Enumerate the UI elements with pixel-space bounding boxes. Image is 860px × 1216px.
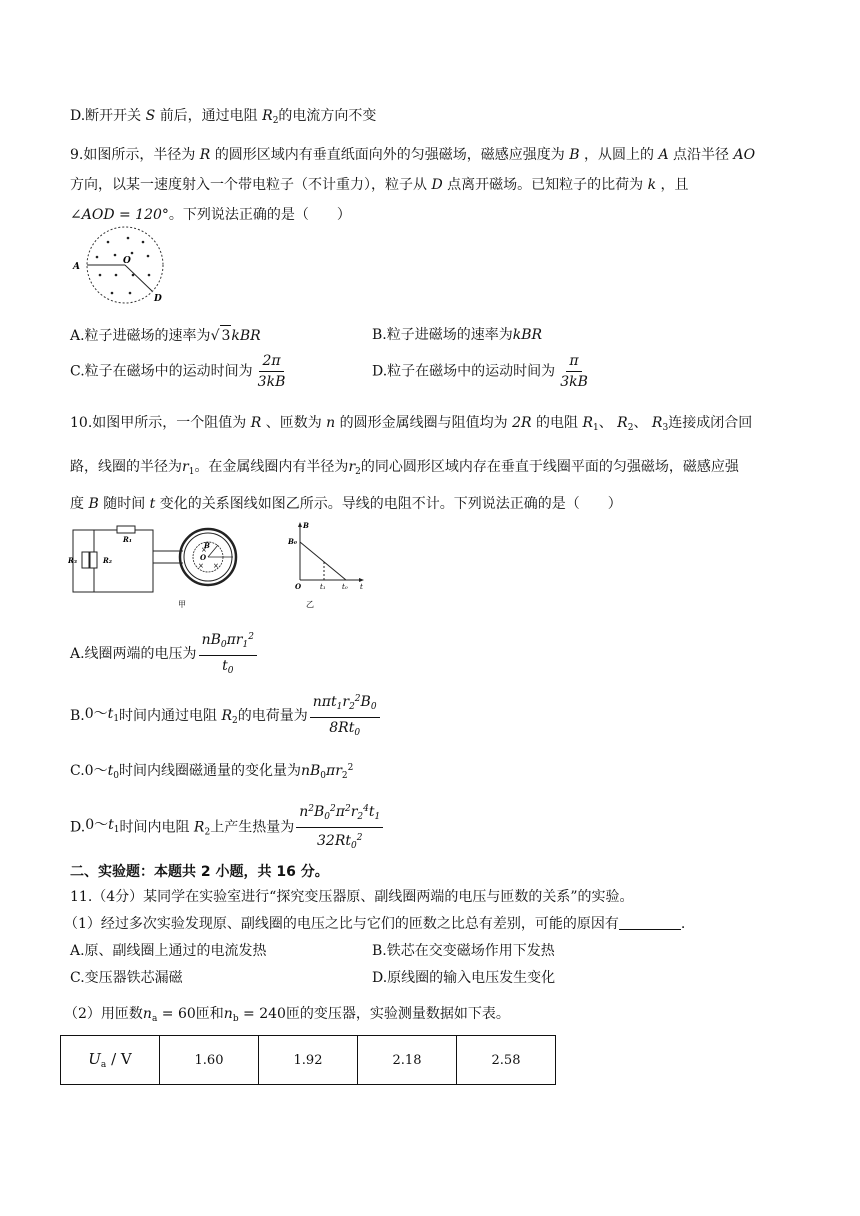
q9-option-a: A.粒子进磁场的速率为√ 3kBR: [70, 325, 261, 346]
q11-option-c: C.变压器铁芯漏磁: [70, 970, 183, 986]
voltage-data-table: [60, 1035, 556, 1085]
svg-text:B: B: [303, 521, 309, 530]
q10-option-d: $D.0\sim t_1$时间内电阻 $R_2$上产生热量为 $\frac{n^2B_0^2\pi^2r_2^4t_1}{32Rt_0^2}$: [70, 800, 385, 855]
svg-text:O: O: [295, 582, 302, 591]
q11-part2: （2）用匝数$n_a = 60$匝和$n_b = 240$匝的变压器，实验测量数据如下表。: [64, 1006, 510, 1024]
svg-text:A: A: [73, 262, 80, 272]
q11-stem: 11.（4分）某同学在实验室进行“探究变压器原、副线圈两端的电压与匝数的关系”的实验。: [70, 889, 634, 905]
q10-stem-line2: 路，线圈的半径为$r_1$。在金属线圈内有半径为$r_2$的同心圆形区域内存在垂直于线圈平面的匀强磁场，磁感应强: [70, 459, 739, 477]
q11-option-a: A.原、副线圈上通过的电流发热: [70, 943, 267, 959]
q10-stem-line1: 10.如图甲所示，一个阻值为 R 、匝数为 n 的圆形金属线圈与阻值均为 2R 的电阻 $R_1$、 $R_2$、 $R_3$连接成闭合回: [70, 415, 753, 433]
svg-text:×: ×: [213, 562, 219, 570]
q10-bt-graph: [288, 520, 368, 610]
q9-option-b: B.粒子进磁场的速率为kBR: [372, 327, 543, 343]
svg-text:R₃: R₃: [68, 556, 77, 565]
answer-blank[interactable]: [619, 915, 681, 930]
table-cell: 2.18: [358, 1036, 457, 1085]
svg-text:B: B: [204, 541, 210, 550]
svg-text:D: D: [154, 294, 162, 304]
svg-text:R₂: R₂: [103, 556, 112, 565]
q10-option-c: $C.0\sim t_0$时间内线圈磁通量的变化量为$nB_0\pi r_2^2$: [70, 763, 354, 781]
svg-text:×: ×: [201, 546, 207, 554]
angle-aod: ∠AOD = 120°: [70, 207, 169, 223]
svg-text:甲: 甲: [178, 600, 186, 609]
q9-stem-line3: ∠AOD = 120°。下列说法正确的是（ ）: [70, 207, 351, 223]
q11-part1: （1）经过多次实验发现原、副线圈的电压之比与它们的匝数之比总有差别，可能的原因有 .: [64, 916, 686, 932]
svg-text:O: O: [200, 553, 207, 562]
table-cell: 2.58: [457, 1036, 556, 1085]
svg-text:×: ×: [198, 562, 204, 570]
table-cell: 1.60: [160, 1036, 259, 1085]
svg-text:t₀: t₀: [342, 583, 348, 591]
q8-option-d: D.断开开关 S 前后，通过电阻 $R_2$的电流方向不变: [70, 108, 377, 126]
svg-text:R₁: R₁: [123, 535, 132, 544]
q9-option-c: C.粒子在磁场中的运动时间为 $\frac{2\pi}{3kB}$: [70, 353, 286, 390]
q9-stem-line2: 方向，以某一速度射入一个带电粒子（不计重力），粒子从 D 点离开磁场。已知粒子的比荷为 k ，且: [70, 177, 689, 193]
q9-stem-line1: 9.如图所示，半径为 R 的圆形区域内有垂直纸面向外的匀强磁场，磁感应强度为 B ，从圆上的 A 点沿半径 AO: [70, 147, 756, 163]
q10-option-b: $B.0\sim t_1$时间内通过电阻 $R_2$的电荷量为 $\frac{n\pi t_1r_2^2B_0}{8Rt_0}$: [70, 690, 382, 742]
q11-option-d: D.原线圈的输入电压发生变化: [372, 970, 556, 986]
table-header-cell: $U_a$ / V: [61, 1036, 160, 1085]
q10-circuit-diagram: [68, 520, 248, 610]
svg-text:B₀: B₀: [288, 537, 297, 546]
q9-option-d: D.粒子在磁场中的运动时间为 $\frac{\pi}{3kB}$: [372, 353, 588, 390]
section-heading: 二、实验题：本题共 2 小题，共 16 分。: [70, 864, 329, 880]
svg-text:O: O: [123, 256, 131, 266]
table-row: [61, 1036, 556, 1085]
q10-stem-line3: 度 B 随时间 t 变化的关系图线如图乙所示。导线的电阻不计。下列说法正确的是（ ）: [70, 496, 622, 512]
table-cell: 1.92: [259, 1036, 358, 1085]
svg-text:t: t: [360, 583, 363, 591]
svg-text:t₁: t₁: [320, 583, 326, 591]
q9-magnetic-field-diagram: [70, 225, 175, 305]
q11-option-b: B.铁芯在交变磁场作用下发热: [372, 943, 555, 959]
svg-text:乙: 乙: [306, 600, 314, 609]
q10-option-a: A.线圈两端的电压为 $\frac{nB_0\pi r_1^2}{t_0}$: [70, 628, 259, 680]
